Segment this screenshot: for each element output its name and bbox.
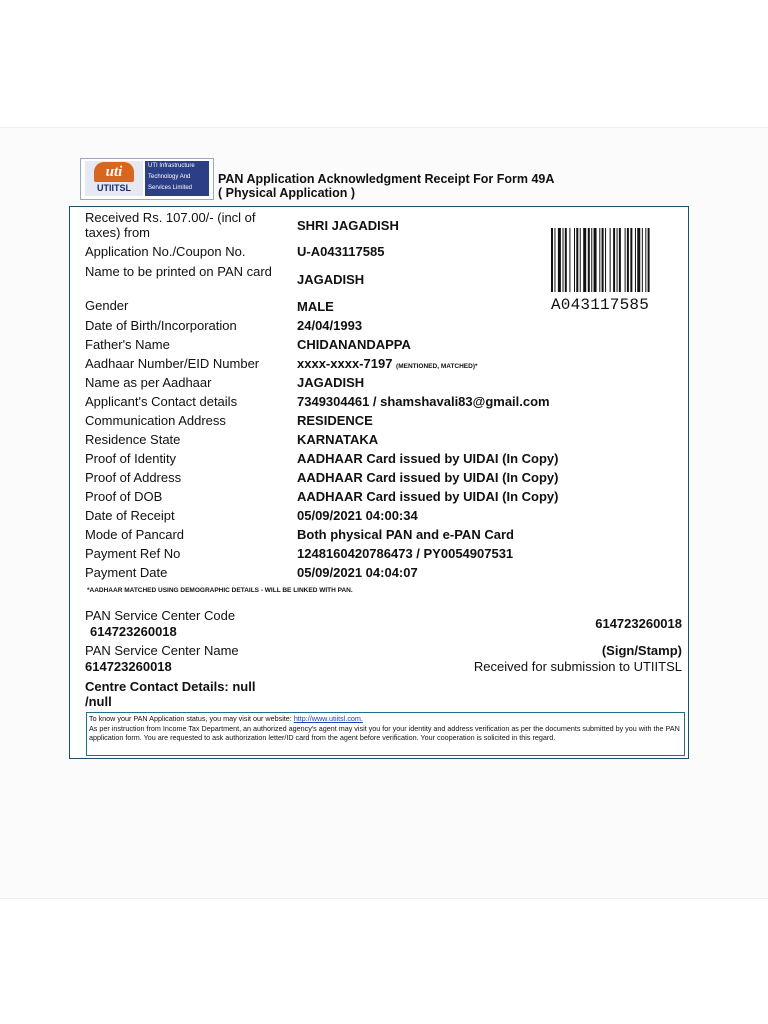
barcode-bar xyxy=(610,228,611,292)
payment-ref-value: 1248160420786473 / PY0054907531 xyxy=(297,546,514,561)
barcode-bar xyxy=(563,228,564,292)
barcode-bar xyxy=(645,228,646,292)
field-label: Proof of Identity xyxy=(85,451,177,466)
barcode-bar xyxy=(599,228,600,292)
residence-state-value: KARNATAKA xyxy=(297,432,379,447)
proof-address-value: AADHAAR Card issued by UIDAI (In Copy) xyxy=(297,470,559,485)
barcode-bar xyxy=(648,228,650,292)
center-contact-line2: /null xyxy=(85,694,112,709)
field-label: Date of Receipt xyxy=(85,508,175,523)
utiitsl-logo xyxy=(80,158,214,200)
barcode-bar xyxy=(613,228,615,292)
barcode-number: A043117585 xyxy=(551,296,650,314)
father-name-value: CHIDANANDAPPA xyxy=(297,337,411,352)
barcode-bar xyxy=(594,228,597,292)
pancard-mode-value: Both physical PAN and e-PAN Card xyxy=(297,527,514,542)
website-link[interactable]: http://www.utiitsl.com. xyxy=(293,714,363,723)
barcode-bar xyxy=(605,228,606,292)
barcode-bar xyxy=(635,228,636,292)
application-no-value: U-A043117585 xyxy=(297,244,385,259)
barcode-bar xyxy=(580,228,581,292)
date-receipt-value: 05/09/2021 04:00:34 xyxy=(297,508,418,523)
field-label: Payment Ref No xyxy=(85,546,181,561)
pan-name-value: JAGADISH xyxy=(297,272,365,287)
uti-logo-mark xyxy=(85,161,143,196)
field-label: Gender xyxy=(85,298,129,313)
field-label: Payment Date xyxy=(85,565,168,580)
dob-value: 24/04/1993 xyxy=(297,318,363,333)
field-label: Proof of Address xyxy=(85,470,182,485)
receipt-title-line1: PAN Application Acknowledgment Receipt For Form 49A xyxy=(218,172,555,186)
field-label: Mode of Pancard xyxy=(85,527,185,542)
field-label: Father's Name xyxy=(85,337,170,352)
proof-dob-value: AADHAAR Card issued by UIDAI (In Copy) xyxy=(297,489,559,504)
receipt-header xyxy=(80,158,700,204)
barcode-bar xyxy=(551,228,553,292)
barcode-bar xyxy=(625,228,626,292)
contact-details-value: 7349304461 / shamshavali83@gmail.com xyxy=(297,394,550,409)
barcode-bar xyxy=(642,228,643,292)
barcode-bar xyxy=(602,228,604,292)
field-label: Application No./Coupon No. xyxy=(85,244,246,259)
barcode-bar xyxy=(591,228,592,292)
aadhaar-number: xxxx-xxxx-7197 xyxy=(297,356,393,371)
received-from-value: SHRI JAGADISH xyxy=(297,218,399,233)
logo-company-name xyxy=(145,161,209,196)
barcode-bar xyxy=(588,228,590,292)
sign-stamp-label: (Sign/Stamp) xyxy=(601,643,682,658)
logo-line: UTI Infrastructure xyxy=(148,163,195,169)
field-label: Applicant's Contact details xyxy=(85,394,238,409)
center-code-label: PAN Service Center Code xyxy=(85,608,236,623)
center-contact-line1: Centre Contact Details: null xyxy=(85,679,256,694)
field-label: Communication Address xyxy=(85,413,226,428)
footer-notice xyxy=(86,712,685,756)
field-label: Name as per Aadhaar xyxy=(85,375,212,390)
aadhaar-name-value: JAGADISH xyxy=(297,375,365,390)
received-for-label: Received for submission to UTIITSL xyxy=(473,659,682,674)
barcode-bar xyxy=(630,228,632,292)
barcode-bar xyxy=(583,228,586,292)
communication-address-value: RESIDENCE xyxy=(297,413,373,428)
payment-date-value: 05/09/2021 04:04:07 xyxy=(297,565,418,580)
barcode-bar xyxy=(627,228,629,292)
barcode-bar xyxy=(576,228,578,292)
center-name-value: 614723260018 xyxy=(85,659,172,674)
logo-name: UTIITSL xyxy=(97,183,131,193)
center-name-label: PAN Service Center Name xyxy=(85,643,239,658)
logo-line: Services Limited xyxy=(148,185,193,191)
barcode-image xyxy=(551,228,679,292)
logo-brand: uti xyxy=(94,162,134,182)
barcode-bar xyxy=(574,228,575,292)
aadhaar-value xyxy=(297,357,478,374)
barcode-bar xyxy=(637,228,640,292)
footer-verification-text: As per instruction from Income Tax Department, an authorized agency's agent may visit you for your identity and address verification as per the documents submitted by you with the PAN application form. You are requested to ask authorization letter/ID card from the agent before verification. Your cooperation is solicited in this regard. xyxy=(89,723,680,742)
field-label: Date of Birth/Incorporation xyxy=(85,318,237,333)
aadhaar-match-status: (MENTIONED, MATCHED)* xyxy=(396,363,478,370)
logo-line: Technology And xyxy=(148,174,191,180)
field-label: Proof of DOB xyxy=(85,489,163,504)
proof-identity-value: AADHAAR Card issued by UIDAI (In Copy) xyxy=(297,451,559,466)
field-label: Received Rs. 107.00/- (incl of taxes) from xyxy=(85,210,256,240)
barcode-bar xyxy=(565,228,567,292)
barcode-bar xyxy=(619,228,621,292)
aadhaar-note: *AADHAAR MATCHED USING DEMOGRAPHIC DETAILS - WILL BE LINKED WITH PAN. xyxy=(87,587,353,594)
center-code-right: 614723260018 xyxy=(595,616,682,631)
field-label: Residence State xyxy=(85,432,181,447)
barcode-bar xyxy=(554,228,555,292)
barcode-bar xyxy=(617,228,618,292)
barcode-bar xyxy=(558,228,561,292)
field-label: Aadhaar Number/EID Number xyxy=(85,356,260,371)
gender-value: MALE xyxy=(297,299,334,314)
footer-status-line xyxy=(89,714,682,724)
receipt-title-line2: ( Physical Application ) xyxy=(218,186,356,200)
receipt-title xyxy=(218,172,554,200)
footer-status-text: To know your PAN Application status, you may visit our website: xyxy=(89,714,294,723)
field-label: Name to be printed on PAN card xyxy=(85,264,272,279)
barcode-bar xyxy=(569,228,570,292)
center-code-value: 614723260018 xyxy=(90,624,177,639)
